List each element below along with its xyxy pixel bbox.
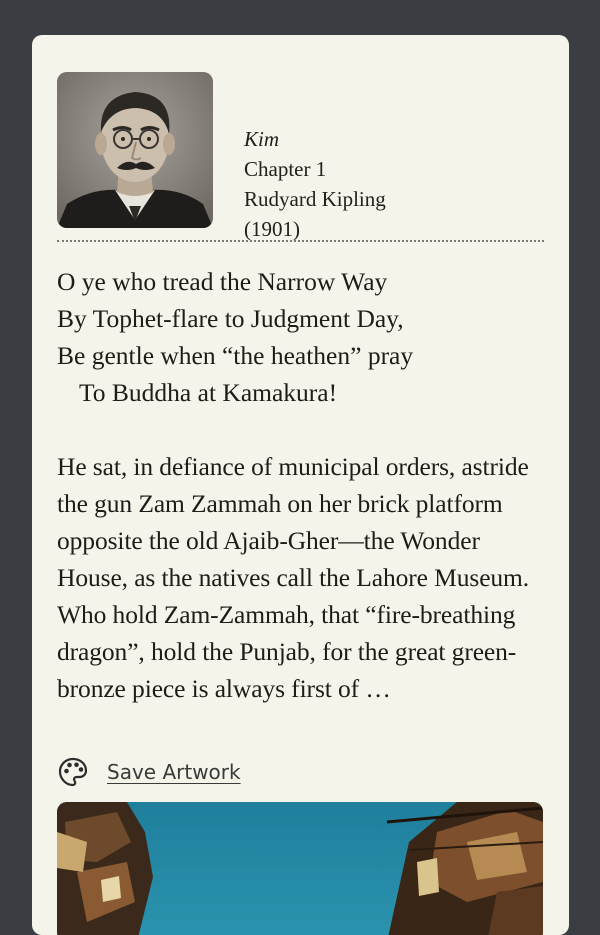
save-artwork-button[interactable]	[57, 755, 241, 789]
excerpt-paragraph: He sat, in defiance of municipal orders, astride the gun Zam Zammah on her brick platform opposite the old Ajaib-Gher—the Wonder House, as the natives call the Lahore Museum. Who hold Zam-Zammah, that “fire-breathing dragon”, hold the Punjab, for the great green-bronze piece is always first of …	[57, 452, 530, 703]
verse-line: By Tophet-flare to Judgment Day,	[57, 304, 404, 333]
book-meta	[244, 124, 386, 244]
book-title: Kim	[244, 127, 280, 151]
palette-icon	[57, 756, 89, 788]
chapter-text	[57, 263, 552, 707]
artwork-painting	[57, 802, 543, 935]
verse-line: To Buddha at Kamakura!	[79, 378, 338, 407]
artwork-image[interactable]	[57, 802, 543, 935]
verse-line: O ye who tread the Narrow Way	[57, 267, 388, 296]
verse-line: Be gentle when “the heathen” pray	[57, 341, 414, 370]
article-card	[32, 35, 569, 935]
book-chapter: Chapter 1	[244, 157, 327, 181]
book-author: Rudyard Kipling	[244, 187, 386, 211]
book-header	[57, 72, 544, 241]
portrait-image	[57, 72, 213, 228]
dotted-divider	[57, 240, 544, 242]
author-portrait	[57, 72, 213, 228]
book-year: (1901)	[244, 217, 300, 241]
save-artwork-label[interactable]: Save Artwork	[107, 760, 241, 784]
epigraph-verse	[57, 263, 552, 411]
